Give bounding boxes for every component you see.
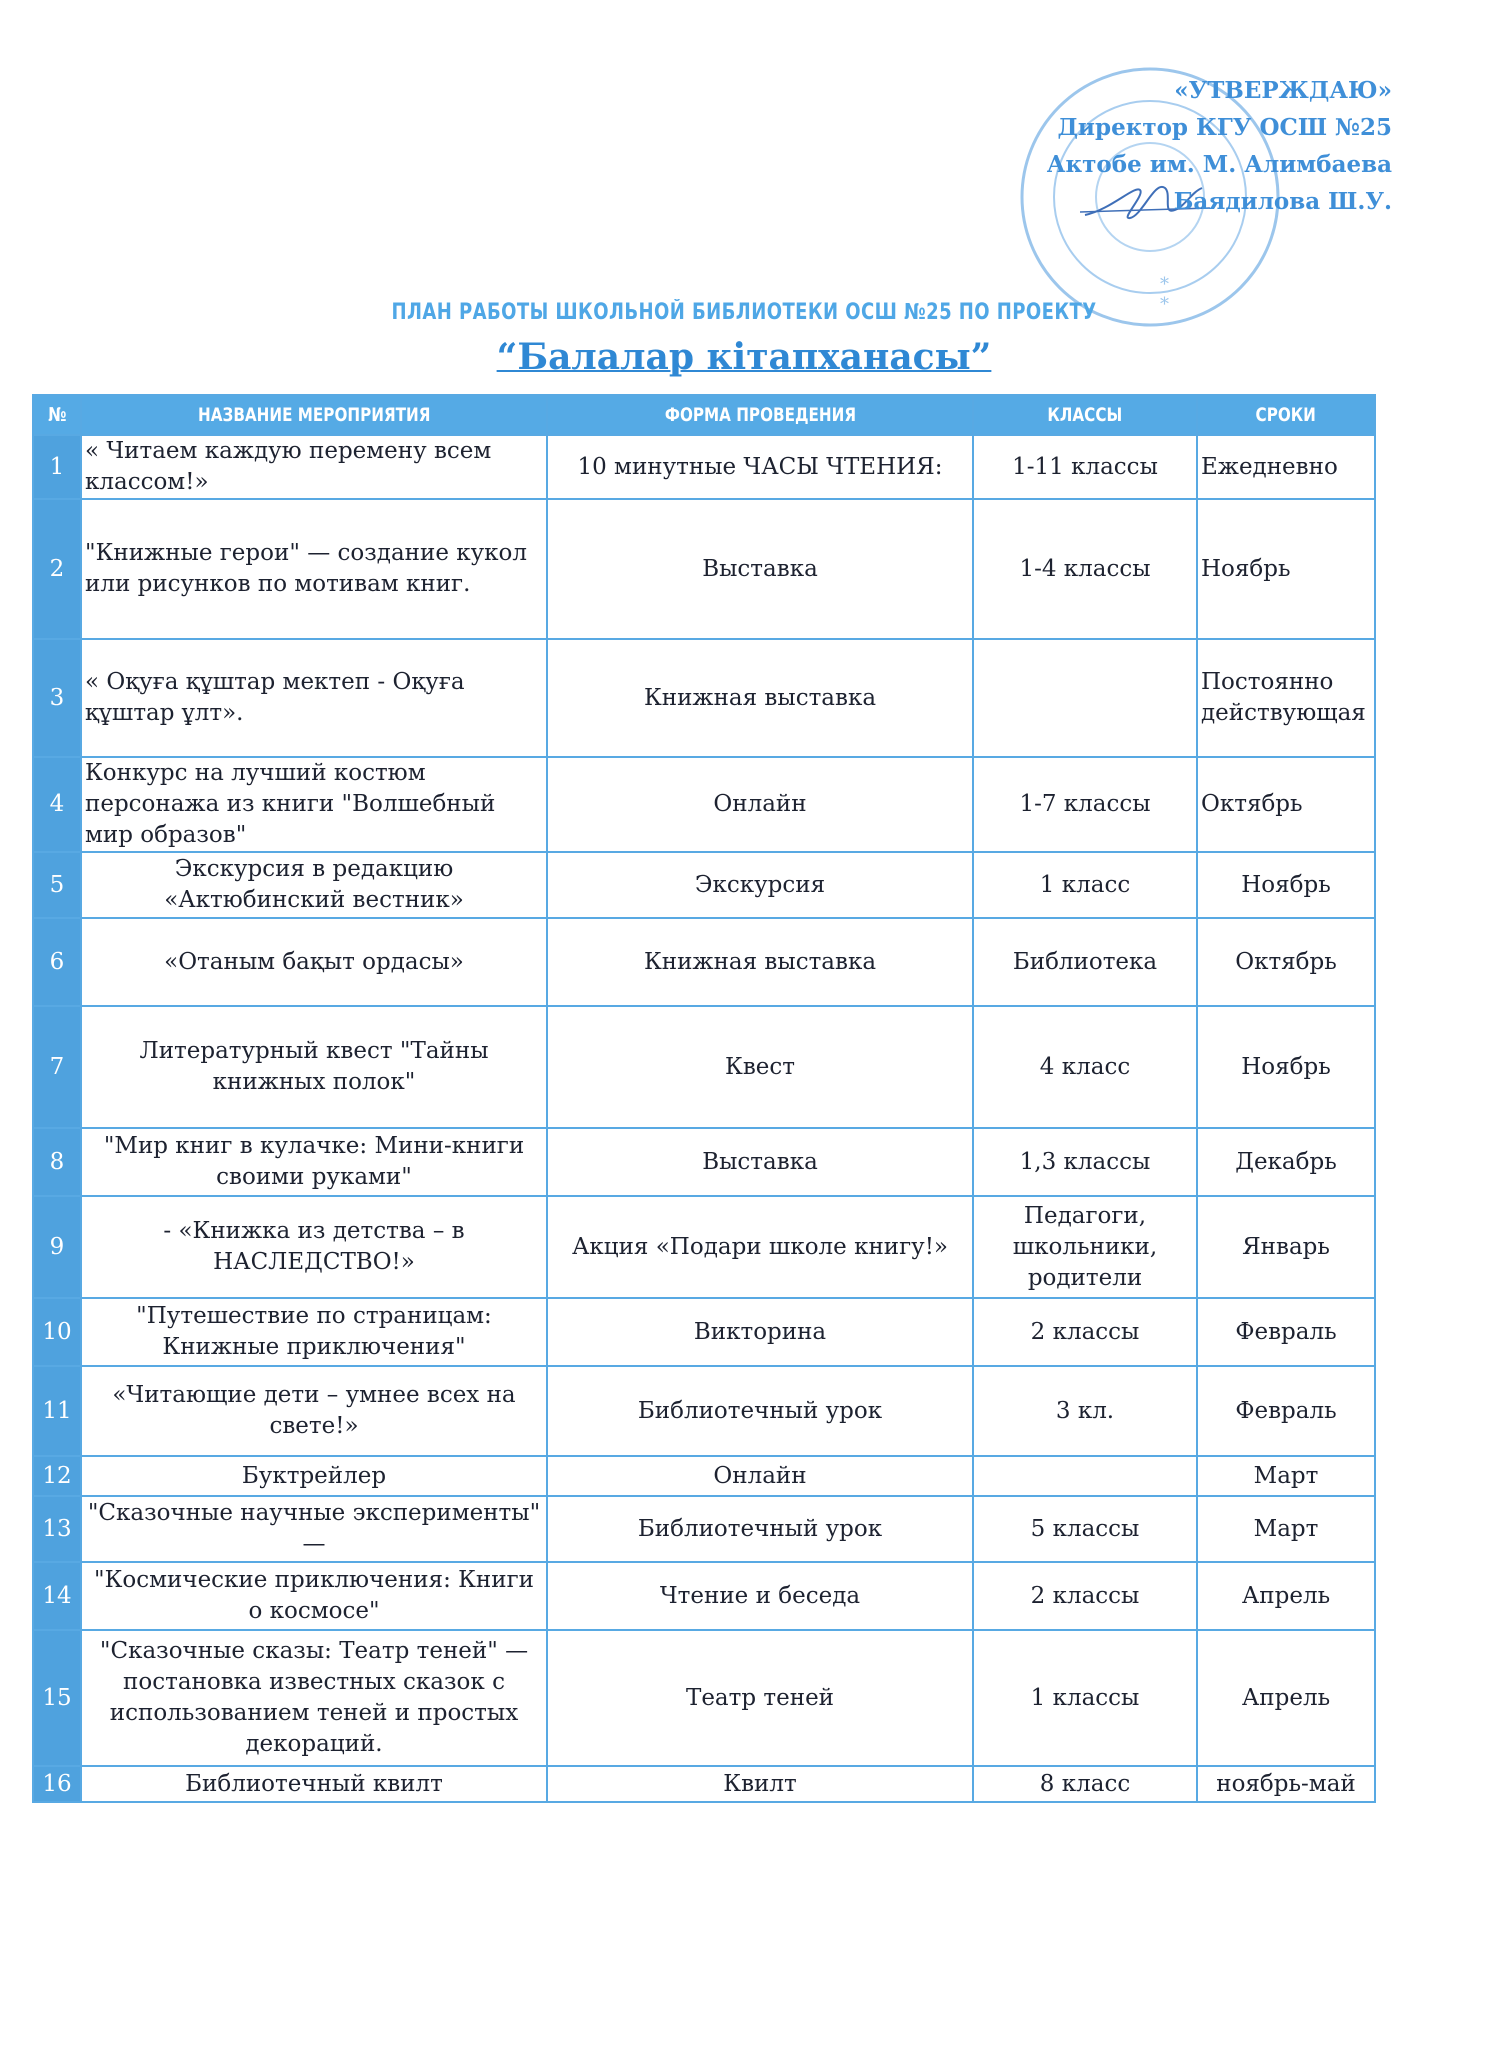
event-term: Март bbox=[1197, 1456, 1375, 1496]
row-number: 11 bbox=[33, 1366, 81, 1456]
row-number: 5 bbox=[33, 852, 81, 918]
event-classes: 1 классы bbox=[973, 1630, 1197, 1766]
event-name: Буктрейлер bbox=[81, 1456, 547, 1496]
table-row bbox=[33, 1298, 1375, 1366]
event-classes: 1-4 классы bbox=[973, 499, 1197, 639]
event-form: Библиотечный урок bbox=[547, 1366, 973, 1456]
event-form: Выставка bbox=[547, 499, 973, 639]
event-classes: 4 класс bbox=[973, 1006, 1197, 1128]
event-name: "Сказочные научные эксперименты" — bbox=[81, 1496, 547, 1562]
event-classes: 1-7 классы bbox=[973, 757, 1197, 852]
event-term: Январь bbox=[1197, 1196, 1375, 1298]
event-term: Февраль bbox=[1197, 1366, 1375, 1456]
table-row bbox=[33, 1562, 1375, 1630]
events-table bbox=[32, 394, 1376, 1803]
event-classes: 1,3 классы bbox=[973, 1128, 1197, 1196]
event-classes bbox=[973, 1456, 1197, 1496]
event-form: Квилт bbox=[547, 1766, 973, 1802]
event-name: "Мир книг в кулачке: Мини-книги своими руками" bbox=[81, 1128, 547, 1196]
event-classes: 1-11 классы bbox=[973, 435, 1197, 499]
event-form: Книжная выставка bbox=[547, 639, 973, 757]
event-name: "Сказочные сказы: Театр теней" — постановка известных сказок с использованием теней и простых декораций. bbox=[81, 1630, 547, 1766]
event-term: Март bbox=[1197, 1496, 1375, 1562]
project-title: “Балалар кітапханасы” bbox=[496, 336, 992, 378]
event-classes: 1 класс bbox=[973, 852, 1197, 918]
event-form: Чтение и беседа bbox=[547, 1562, 973, 1630]
approval-line-3: Актобе им. М. Алимбаева bbox=[1046, 151, 1392, 178]
event-form: Библиотечный урок bbox=[547, 1496, 973, 1562]
event-term: Февраль bbox=[1197, 1298, 1375, 1366]
event-form: Книжная выставка bbox=[547, 918, 973, 1006]
event-term: Октябрь bbox=[1197, 918, 1375, 1006]
header-event-name: НАЗВАНИЕ МЕРОПРИЯТИЯ bbox=[81, 395, 547, 435]
event-term: Ноябрь bbox=[1197, 1006, 1375, 1128]
approval-line-1: «УТВЕРЖДАЮ» bbox=[1174, 77, 1392, 104]
row-number: 13 bbox=[33, 1496, 81, 1562]
table-header-row bbox=[33, 395, 1375, 435]
row-number: 16 bbox=[33, 1766, 81, 1802]
row-number: 1 bbox=[33, 435, 81, 499]
event-classes: Педагоги, школьники, родители bbox=[973, 1196, 1197, 1298]
event-term: Апрель bbox=[1197, 1562, 1375, 1630]
header-number: № bbox=[33, 395, 81, 435]
event-form: Квест bbox=[547, 1006, 973, 1128]
event-form: Викторина bbox=[547, 1298, 973, 1366]
event-term: ноябрь-май bbox=[1197, 1766, 1375, 1802]
table-row bbox=[33, 639, 1375, 757]
table-row bbox=[33, 1630, 1375, 1766]
event-term: Ноябрь bbox=[1197, 499, 1375, 639]
approval-block bbox=[1047, 72, 1392, 220]
table-row bbox=[33, 499, 1375, 639]
event-name: Литературный квест "Тайны книжных полок" bbox=[81, 1006, 547, 1128]
event-name: "Книжные герои" — создание кукол или рисунков по мотивам книг. bbox=[81, 499, 547, 639]
approval-line-4: Баядилова Ш.У. bbox=[1173, 188, 1392, 215]
event-term: Апрель bbox=[1197, 1630, 1375, 1766]
event-name: Экскурсия в редакцию «Актюбинский вестник» bbox=[81, 852, 547, 918]
event-name: Конкурс на лучший костюм персонажа из книги "Волшебный мир образов" bbox=[81, 757, 547, 852]
event-term: Декабрь bbox=[1197, 1128, 1375, 1196]
row-number: 6 bbox=[33, 918, 81, 1006]
row-number: 9 bbox=[33, 1196, 81, 1298]
event-form: Онлайн bbox=[547, 757, 973, 852]
event-form: Онлайн bbox=[547, 1456, 973, 1496]
event-name: Библиотечный квилт bbox=[81, 1766, 547, 1802]
event-classes: 8 класс bbox=[973, 1766, 1197, 1802]
event-classes: Библиотека bbox=[973, 918, 1197, 1006]
svg-text:*: * bbox=[1160, 294, 1169, 315]
table-row bbox=[33, 1766, 1375, 1802]
event-name: "Космические приключения: Книги о космосе" bbox=[81, 1562, 547, 1630]
table-row bbox=[33, 1366, 1375, 1456]
table-row bbox=[33, 1006, 1375, 1128]
row-number: 8 bbox=[33, 1128, 81, 1196]
event-term: Ежедневно bbox=[1197, 435, 1375, 499]
event-form: Экскурсия bbox=[547, 852, 973, 918]
approval-line-2: Директор КГУ ОСШ №25 bbox=[1057, 114, 1392, 141]
event-classes bbox=[973, 639, 1197, 757]
table-row bbox=[33, 757, 1375, 852]
event-classes: 3 кл. bbox=[973, 1366, 1197, 1456]
event-name: «Отаным бақыт ордасы» bbox=[81, 918, 547, 1006]
table-row bbox=[33, 852, 1375, 918]
svg-text:*: * bbox=[1160, 274, 1169, 295]
event-term: Ноябрь bbox=[1197, 852, 1375, 918]
row-number: 7 bbox=[33, 1006, 81, 1128]
event-form: Акция «Подари школе книгу!» bbox=[547, 1196, 973, 1298]
event-classes: 2 классы bbox=[973, 1298, 1197, 1366]
row-number: 14 bbox=[33, 1562, 81, 1630]
table-row bbox=[33, 1196, 1375, 1298]
event-form: Выставка bbox=[547, 1128, 973, 1196]
plan-title: ПЛАН РАБОТЫ ШКОЛЬНОЙ БИБЛИОТЕКИ ОСШ №25 ПО ПРОЕКТУ bbox=[391, 300, 1097, 325]
event-name: «Читающие дети – умнее всех на свете!» bbox=[81, 1366, 547, 1456]
event-form: Театр теней bbox=[547, 1630, 973, 1766]
row-number: 4 bbox=[33, 757, 81, 852]
row-number: 3 bbox=[33, 639, 81, 757]
row-number: 10 bbox=[33, 1298, 81, 1366]
event-name: "Путешествие по страницам: Книжные приключения" bbox=[81, 1298, 547, 1366]
row-number: 12 bbox=[33, 1456, 81, 1496]
event-term: Постоянно действующая bbox=[1197, 639, 1375, 757]
table-row bbox=[33, 1456, 1375, 1496]
header-classes: КЛАССЫ bbox=[973, 395, 1197, 435]
row-number: 2 bbox=[33, 499, 81, 639]
table-row bbox=[33, 435, 1375, 499]
event-form: 10 минутные ЧАСЫ ЧТЕНИЯ: bbox=[547, 435, 973, 499]
event-name: - «Книжка из детства – в НАСЛЕДСТВО!» bbox=[81, 1196, 547, 1298]
header-form: ФОРМА ПРОВЕДЕНИЯ bbox=[547, 395, 973, 435]
event-classes: 5 классы bbox=[973, 1496, 1197, 1562]
event-name: « Оқуға құштар мектеп - Оқуға құштар ұлт». bbox=[81, 639, 547, 757]
event-classes: 2 классы bbox=[973, 1562, 1197, 1630]
header-term: СРОКИ bbox=[1197, 395, 1375, 435]
event-name: « Читаем каждую перемену всем классом!» bbox=[81, 435, 547, 499]
table-row bbox=[33, 918, 1375, 1006]
table-row bbox=[33, 1496, 1375, 1562]
row-number: 15 bbox=[33, 1630, 81, 1766]
table-row bbox=[33, 1128, 1375, 1196]
event-term: Октябрь bbox=[1197, 757, 1375, 852]
